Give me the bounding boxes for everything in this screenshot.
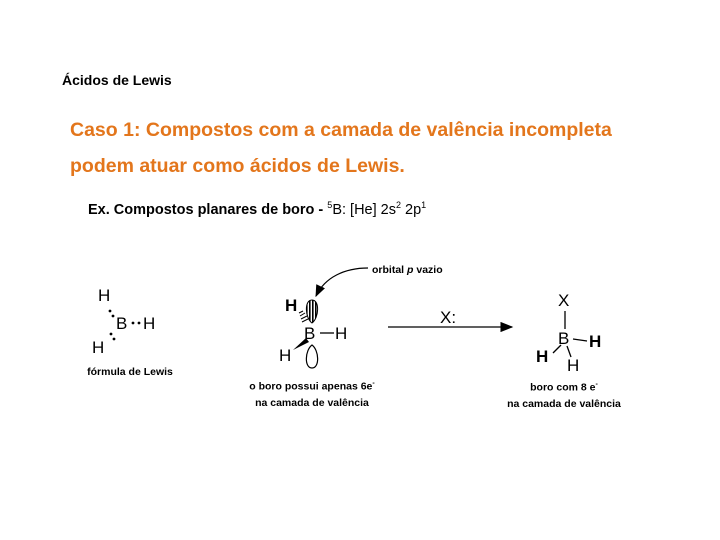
s1-caption: fórmula de Lewis xyxy=(87,366,173,378)
orbital-label xyxy=(372,262,443,278)
s2-caption-line2: na camada de valência xyxy=(255,396,369,409)
s2-atom-h-top: H xyxy=(285,296,298,315)
s3-atom-h-left: H xyxy=(536,347,549,366)
orbital-label-prefix: orbital xyxy=(372,264,408,276)
s2-caption xyxy=(222,376,402,411)
s1-atom-h-top: H xyxy=(98,286,111,305)
s3-caption xyxy=(484,377,644,412)
config-sup-p: 1 xyxy=(421,200,427,211)
atomic-number: 5 xyxy=(327,200,333,211)
s1-atom-h-right: H xyxy=(143,314,156,333)
s3-atom-x: X xyxy=(558,291,570,310)
config-middle: 2p xyxy=(401,202,422,218)
s3-caption-line1-sup: - xyxy=(595,381,598,388)
example-label: Ex. Compostos planares de boro - xyxy=(88,202,328,218)
s3-caption-line1-text: boro com 8 e xyxy=(530,381,596,394)
s2-caption-line1-text: o boro possui apenas 6e xyxy=(249,380,373,393)
s3-atom-b: B xyxy=(558,329,570,348)
s3-atom-h-bottom: H xyxy=(567,356,580,375)
s2-atom-b: B xyxy=(304,324,316,343)
s1-atom-b: B xyxy=(116,314,128,333)
s3-caption-line2: na camada de valência xyxy=(507,397,621,410)
orbital-label-suffix: vazio xyxy=(413,264,443,276)
s3-caption-line1 xyxy=(484,377,644,396)
s2-atom-h-right: H xyxy=(335,324,348,343)
slide-title: Ácidos de Lewis xyxy=(62,72,172,88)
config-sup-s: 2 xyxy=(395,200,401,211)
config-element: B: [He] 2s xyxy=(332,202,396,218)
s2-caption-line1-sup: - xyxy=(372,380,375,387)
s3-atom-h-right: H xyxy=(589,332,602,351)
curved-arrow xyxy=(316,268,368,296)
orbital-label-p: p xyxy=(407,264,414,276)
s1-atom-h-bottom: H xyxy=(92,338,105,357)
case-heading-line1: Caso 1: Compostos com a camada de valência incompleta xyxy=(70,119,612,141)
s2-caption-line1 xyxy=(222,376,402,395)
s2-atom-h-bottom: H xyxy=(279,346,292,365)
case-heading-line2: podem atuar como ácidos de Lewis. xyxy=(70,155,405,177)
reagent-label: X: xyxy=(440,308,457,327)
